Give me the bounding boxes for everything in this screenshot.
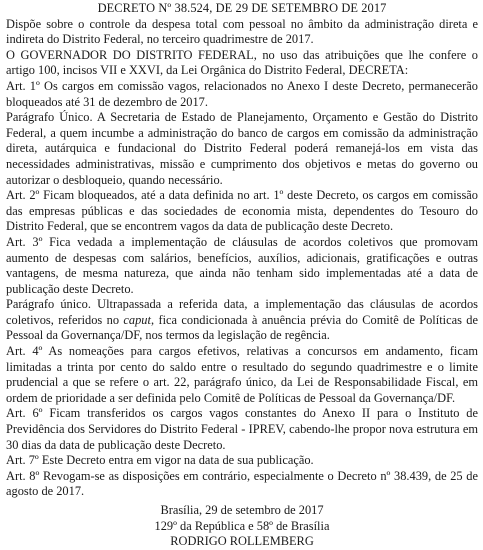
ementa-paragraph: Dispõe sobre o controle da despesa total com pessoal no âmbito da administração direta e indireta do Distrito Federal, no terceiro quadrimestre de 2017.	[6, 16, 478, 47]
preamble-paragraph: O GOVERNADOR DO DISTRITO FEDERAL, no uso das atribuições que lhe confere o artigo 100, incisos VII e XXVI, da Lei Orgânica do Distrito Federal, DECRETA:	[6, 47, 478, 78]
decree-title: DECRETO Nº 38.524, DE 29 DE SETEMBRO DE 2017	[97, 1, 387, 15]
signature-place-date: Brasília, 29 de setembro de 2017	[160, 503, 324, 517]
article-8: Art. 8º Revogam-se as disposições em contrário, especialmente o Decreto nº 38.439, de 25 de agosto de 2017.	[6, 468, 478, 499]
article-6: Art. 6º Ficam transferidos os cargos vagos constantes do Anexo II para o Instituto de Previdência dos Servidores do Distrito Federal - IPREV, cabendo-lhe propor nova estrutura em 30 dias da data de publicação deste Decreto.	[6, 406, 478, 452]
decree-page	[0, 1, 483, 549]
article-3: Art. 3º Fica vedada a implementação de cláusulas de acordos coletivos que promovam aumento de despesas com salários, benefícios, auxílios, adicionais, gratificações e outras vantagens, de mesma natureza, que ainda não tenham sido implementadas até a data de publicação deste Decreto.	[6, 234, 478, 296]
article-7: Art. 7º Este Decreto entra em vigor na data de sua publicação.	[6, 453, 314, 468]
caput-term: caput	[123, 312, 151, 327]
article-1: Art. 1º Os cargos em comissão vagos, relacionados no Anexo I deste Decreto, permanecerão bloqueados até 31 de dezembro de 2017.	[6, 78, 478, 109]
article-1-sole-paragraph: Parágrafo Único. A Secretaria de Estado de Planejamento, Orçamento e Gestão do Distrito Federal, a quem incumbe a administração do banco de cargos em comissão da administração direta, autárquica e fundacional do Distrito Federal poderá remanejá-los em vista das necessidades administrativas, missão e cumprimento dos objetivos e metas do governo ou autorizar o desbloqueio, quando necessário.	[6, 110, 478, 187]
signatory-name: RODRIGO ROLLEMBERG	[170, 534, 314, 549]
signature-years: 129º da República e 58º de Brasília	[154, 518, 330, 533]
article-3-sole-paragraph: Parágrafo único. Ultrapassada a referida data, a implementação das cláusulas de acordos coletivos, referidos no caput, fica condicionada à anuência prévia do Comitê de Políticas de Pessoal da Governança/DF, nos termos da legislação de regência.	[6, 297, 478, 343]
article-4: Art. 4º As nomeações para cargos efetivos, relativas a concursos em andamento, ficam limitadas a trinta por cento do saldo entre o resultado do segundo quadrimestre e o limite prudencial a que se refere o art. 22, parágrafo único, da Lei de Responsabilidade Fiscal, em ordem de prioridade a ser definida pelo Comitê de Políticas de Pessoal da Governança/DF.	[6, 344, 478, 405]
article-2: Art. 2º Ficam bloqueados, até a data definida no art. 1º deste Decreto, os cargos em comissão das empresas públicas e das sociedades de economia mista, dependentes do Tesouro do Distrito Federal, que se encontrem vagos da data de publicação deste Decreto.	[6, 188, 478, 234]
